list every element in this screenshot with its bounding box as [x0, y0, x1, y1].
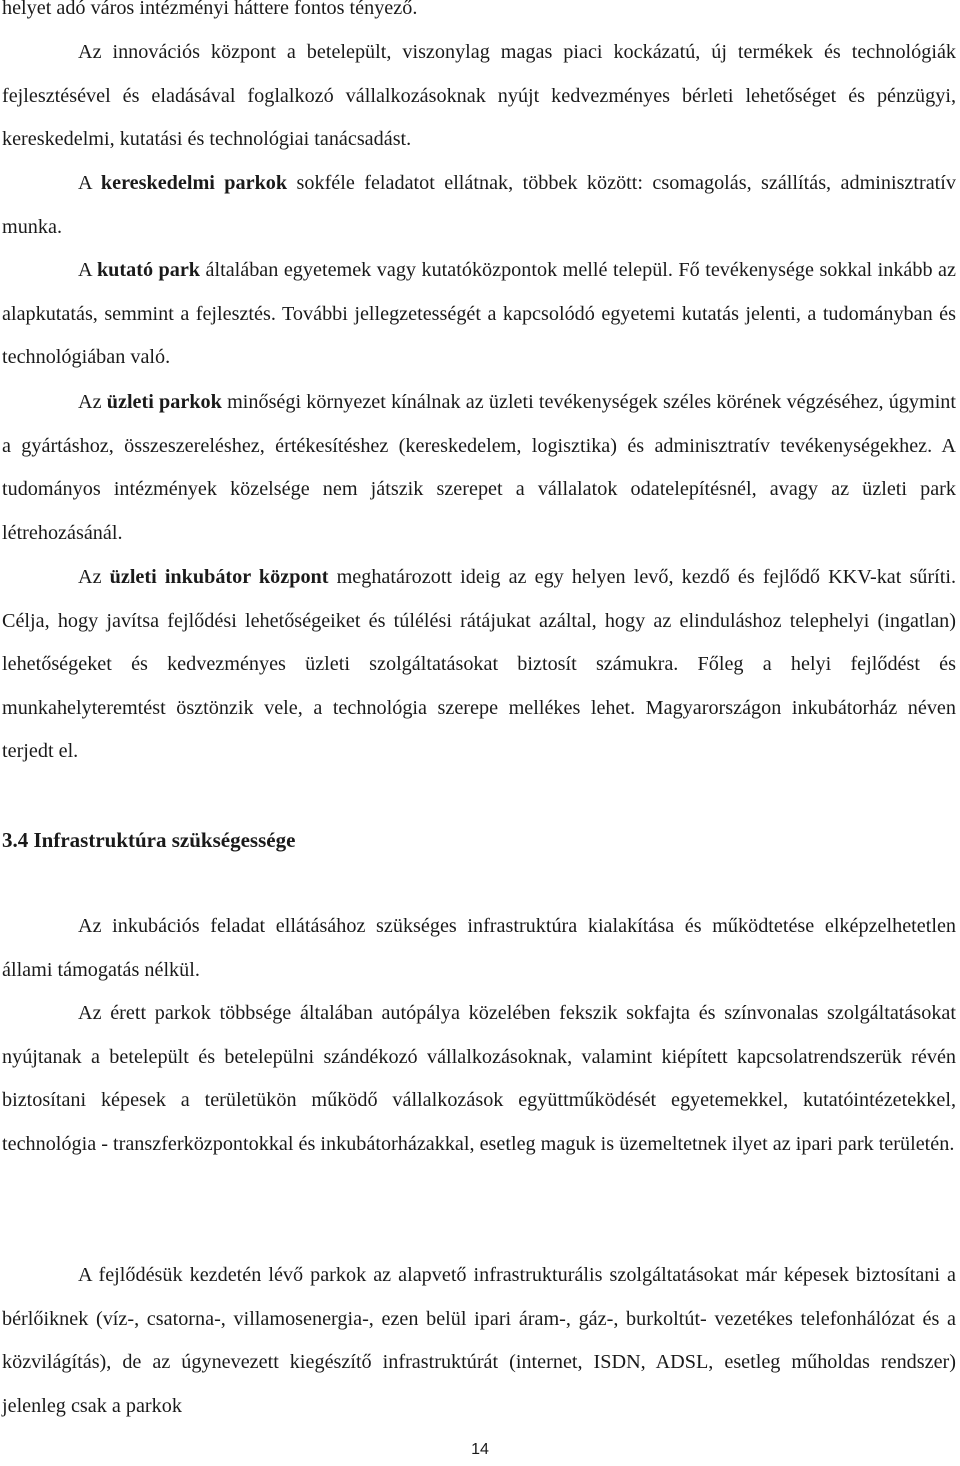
paragraph-research-park [2, 249, 956, 380]
term-business-incubator: üzleti inkubátor központ [109, 566, 329, 588]
page-number: 14 [471, 1441, 489, 1458]
paragraph-business-incubator [2, 556, 956, 774]
paragraph-innovation-center [2, 31, 956, 162]
paragraph-text: sokféle feladatot ellátnak, többek között: csomagolás, szállítás, adminisztratív munka. [2, 172, 956, 238]
section-heading: 3.4 Infrastruktúra szükségessége [2, 828, 296, 852]
term-research-park: kutató park [96, 259, 201, 281]
term-business-parks: üzleti parkok [106, 391, 222, 413]
paragraph-text: helyet adó város intézményi háttere fontos tényező. [2, 0, 418, 19]
paragraph-infrastructure-support [2, 905, 956, 992]
paragraph-text: Az inkubációs feladat ellátásához szükséges infrastruktúra kialakítása és működtetése elképzelhetetlen állami támogatás nélkül. [2, 915, 956, 981]
paragraph-developing-parks [2, 1254, 956, 1428]
paragraph-commercial-parks [2, 162, 956, 249]
paragraph-text: meghatározott ideig az egy helyen levő, kezdő és fejlődő KKV-kat sűríti. Célja, hogy javítsa fejlődési lehetőségeiket és túlélési rátájukat azáltal, hogy az elinduláshoz telephelyi (ingatlan) lehetőségeket és kedvezményes üzleti szolgáltatásokat biztosít számukra. Főleg a helyi fejlődést és munkahelyteremtést ösztönzik vele, a technológia szerepe mellékes lehet. Magyarországon inkubátorház néven terjedt el. [2, 566, 956, 763]
paragraph-business-parks [2, 381, 956, 555]
paragraph-text: Az [78, 391, 107, 413]
paragraph-text: általában egyetemek vagy kutatóközpontok mellé települ. Fő tevékenysége sokkal inkább az alapkutatás, semmint a fejlesztés. További jellegzetességét a kapcsolódó egyetemi kutatás jelenti, a tudományban és technológiában való. [2, 259, 956, 369]
paragraph-text: minőségi környezet kínálnak az üzleti tevékenységek széles körének végzéséhez, úgymint a gyártáshoz, összeszereléshez, értékesítéshez (kereskedelem, logisztika) és adminisztratív tevékenységekhez. A tudományos intézmények közelsége nem játszik szerepet a vállalatok odatelepítésnél, avagy az üzleti park létrehozásánál. [2, 391, 957, 544]
paragraph-text: Az innovációs központ a betelepült, viszonylag magas piaci kockázatú, új termékek és technológiák fejlesztésével és eladásával foglalkozó vállalkozásoknak nyújt kedvezményes bérleti lehetőséget és pénzügyi, kereskedelmi, kutatási és technológiai tanácsadást. [2, 41, 956, 151]
paragraph-text: A [78, 259, 97, 281]
paragraph-text: Az érett parkok többsége általában autópálya közelében fekszik sokfajta és színvonalas szolgáltatásokat nyújtanak a betelepült és betelepülni szándékozó vállalkozásoknak, valamint kiépített kapcsolatrendszerük révén biztosítani képesek a területükön működő vállalkozások együttműködését egyetemekkel, kutatóintézetekkel, technológia - transzferközpontokkal és inkubátorházakkal, esetleg maguk is üzemeltetnek ilyet az ipari park területén. [2, 1002, 956, 1155]
term-commercial-parks: kereskedelmi parkok [100, 172, 288, 194]
paragraph-text: Az [78, 566, 110, 588]
paragraph-intro-end [2, 0, 956, 31]
paragraph-mature-parks [2, 992, 956, 1166]
paragraph-text: A [78, 172, 101, 194]
paragraph-text: A fejlődésük kezdetén lévő parkok az alapvető infrastrukturális szolgáltatásokat már képesek biztosítani a bérlőiknek (víz-, csatorna-, villamosenergia-, ezen belül ipari áram-, gáz-, burkoltút- vezetékes telefonhálózat és a közvilágítás), de az úgynevezett kiegészítő infrastruktúrát (internet, ISDN, ADSL, esetleg műholdas rendszer) jelenleg csak a parkok [2, 1264, 956, 1417]
